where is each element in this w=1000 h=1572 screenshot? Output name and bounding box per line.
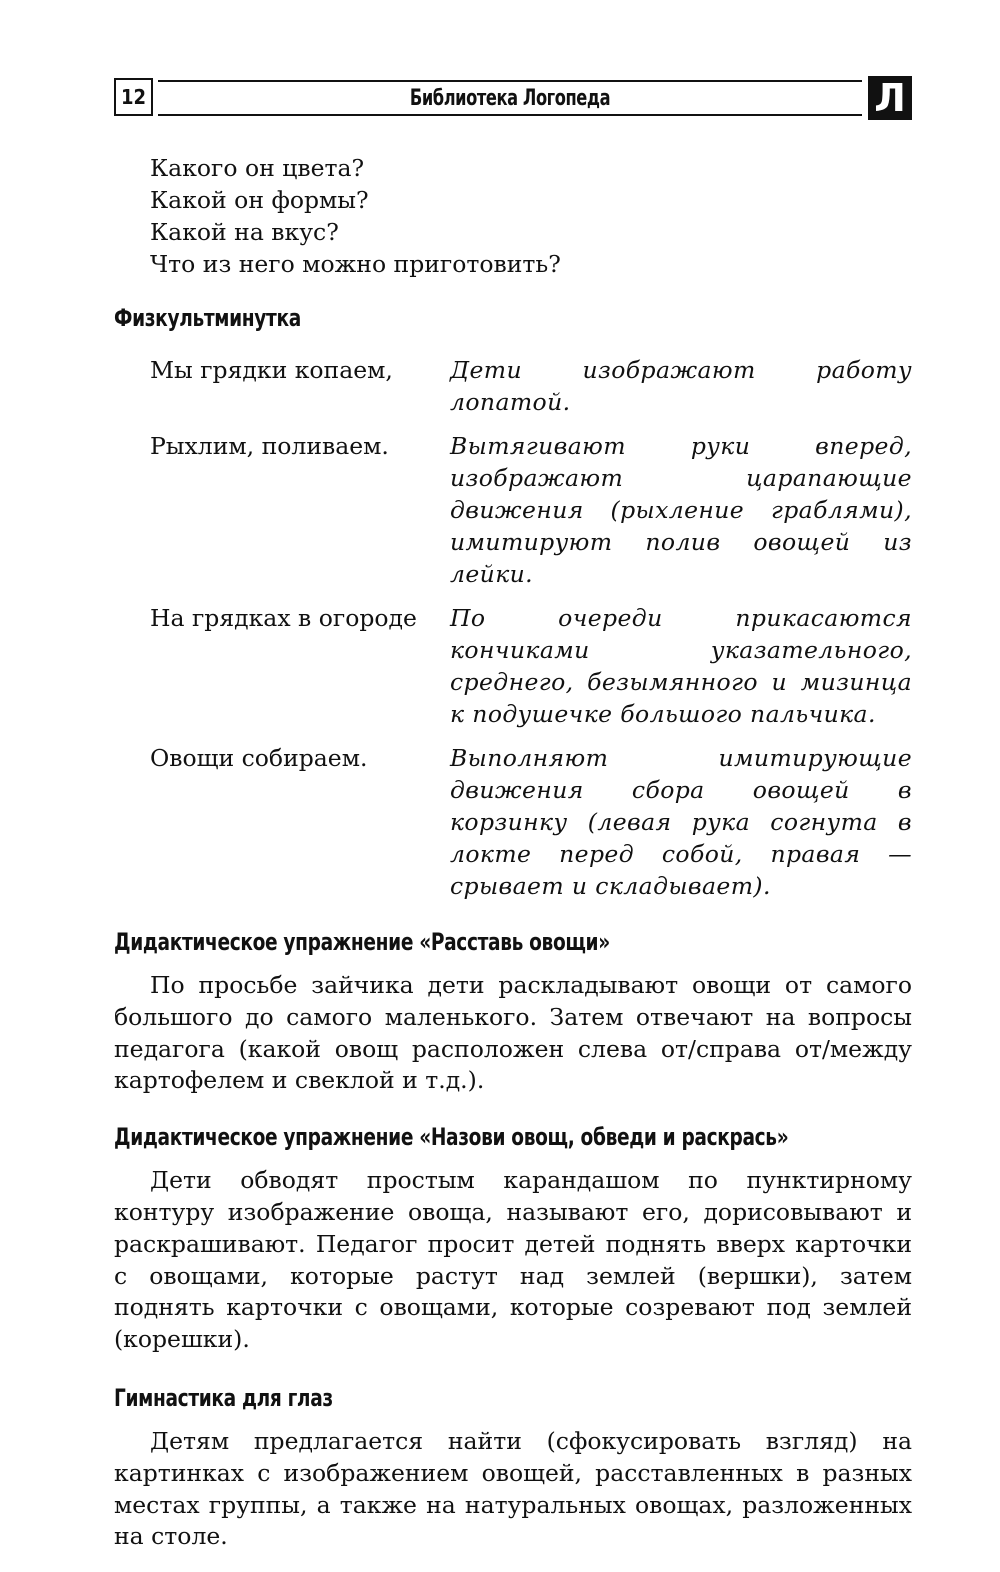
section-text-eye-gymnastics: Детям предлагается найти (сфокусировать взгляд) на картинках с изображением овощей, расставленных в разных местах группы, а также на натуральных овощах, разложенных на столе. <box>114 1426 912 1551</box>
exercise-row <box>114 354 912 418</box>
exercise-phrase: Мы грядки копаем, <box>150 356 393 384</box>
section-heading-fizkultminutka: Физкультминутка <box>114 304 301 332</box>
exercise-row <box>114 430 912 590</box>
section-heading-eye-gymnastics: Гимнастика для глаз <box>114 1383 333 1412</box>
question-item: Какой на вкус? <box>150 218 339 246</box>
exercise-action: Дети изображают работу лопатой. <box>450 356 912 416</box>
exercise-row <box>114 742 912 902</box>
exercise-table <box>114 354 912 902</box>
exercise-row <box>114 602 912 730</box>
series-title: Библиотека Логопеда <box>409 86 611 111</box>
running-header <box>114 76 912 120</box>
exercise-phrase: Рыхлим, поливаем. <box>150 432 389 460</box>
question-list <box>150 152 912 280</box>
question-item: Какого он цвета? <box>150 154 365 182</box>
exercise-action: Выполняют имитирующие движения сбора овощей в корзинку (левая рука согнута в локте перед собой, правая — срывает и складывает). <box>450 744 912 900</box>
section-heading-arrange-vegetables: Дидактическое упражнение «Расставь овощи» <box>114 928 610 956</box>
section-heading-name-vegetable: Дидактическое упражнение «Назови овощ, обведи и раскрась» <box>114 1123 789 1152</box>
exercise-phrase: На грядках в огороде <box>150 604 417 632</box>
question-item: Какой он формы? <box>150 186 369 214</box>
header-rule-top <box>158 80 862 82</box>
series-logo: Л <box>868 76 912 120</box>
question-item: Что из него можно приготовить? <box>150 250 561 278</box>
section-text-arrange-vegetables: По просьбе зайчика дети раскладывают овощи от самого большого до самого маленького. Затем отвечают на вопросы педагога (какой овощ расположен слева от/справа от/между картофелем и свеклой и т.д.). <box>114 971 912 1095</box>
exercise-phrase: Овощи собираем. <box>150 744 368 772</box>
header-rule-bottom <box>158 114 862 116</box>
exercise-action: Вытягивают руки вперед, изображают царапающие движения (рыхление граблями), имитируют полив овощей из лейки. <box>450 432 912 588</box>
exercise-action: По очереди прикасаются кончиками указательного, среднего, безымянного и мизинца к подушечке большого пальчика. <box>450 604 912 728</box>
page-content <box>114 152 912 1553</box>
page-number: 12 <box>114 78 153 116</box>
section-text-name-vegetable: Дети обводят простым карандашом по пунктирному контуру изображение овоща, называют его, дорисовывают и раскрашивают. Педагог просит детей поднять вверх карточки с овощами, которые растут над землей (вершки), затем поднять карточки с овощами, которые созревают под землей (корешки). <box>114 1166 912 1354</box>
